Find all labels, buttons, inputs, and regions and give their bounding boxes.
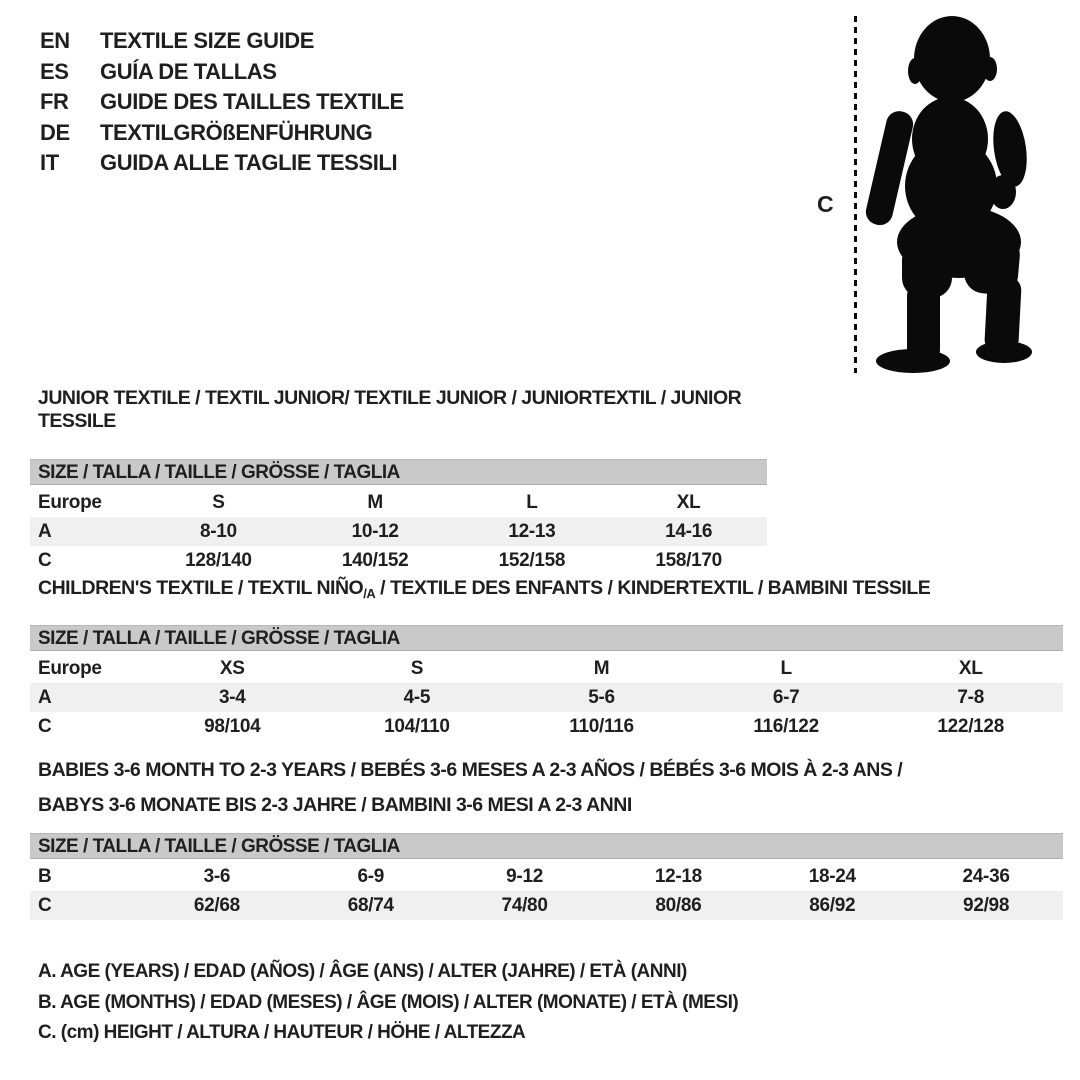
table-cell: 24-36 bbox=[962, 866, 1010, 887]
language-row bbox=[40, 26, 404, 57]
language-code: ES bbox=[40, 58, 69, 84]
table-cell: L bbox=[780, 658, 792, 679]
title-segment: / TEXTILE DES ENFANTS / KINDERTEXTIL / BAMBINI TESSILE bbox=[375, 577, 931, 599]
row-label: B bbox=[38, 866, 52, 887]
section-babies bbox=[30, 753, 1063, 920]
title-segment: BABIES 3-6 MONTH TO 2-3 YEARS / BEBÉS 3-6 MESES A 2-3 AÑOS / BÉBÉS 3-6 MOIS À 2-3 ANS / bbox=[38, 759, 903, 781]
section-title-babies bbox=[30, 753, 1063, 823]
row-label: Europe bbox=[38, 658, 102, 679]
table-cell: L bbox=[526, 492, 538, 513]
footnote: A. AGE (YEARS) / EDAD (AÑOS) / ÂGE (ANS) / ALTER (JAHRE) / ETÀ (ANNI) bbox=[38, 961, 687, 982]
language-row bbox=[40, 87, 404, 118]
table-header-band: SIZE / TALLA / TAILLE / GRÖSSE / TAGLIA bbox=[30, 833, 1063, 859]
section-title-junior bbox=[30, 387, 767, 433]
table-cell: XS bbox=[219, 658, 245, 679]
row-label: C bbox=[38, 550, 52, 571]
table-cell: 92/98 bbox=[963, 895, 1010, 916]
language-title: TEXTILGRÖßENFÜHRUNG bbox=[100, 119, 373, 145]
size-table-babies bbox=[30, 833, 1063, 920]
table-cell: 4-5 bbox=[403, 687, 431, 708]
row-label: Europe bbox=[38, 492, 102, 513]
row-label: A bbox=[38, 521, 52, 542]
table-cell: 12-18 bbox=[654, 866, 702, 887]
section-junior bbox=[30, 387, 767, 575]
language-row bbox=[40, 118, 404, 149]
row-label: C bbox=[38, 716, 52, 737]
table-cell: XL bbox=[676, 492, 701, 513]
section-title-line bbox=[38, 387, 767, 433]
row-label: C bbox=[38, 895, 52, 916]
language-title: GUIDA ALLE TAGLIE TESSILI bbox=[100, 150, 398, 176]
table-header-band: SIZE / TALLA / TAILLE / GRÖSSE / TAGLIA bbox=[30, 459, 767, 485]
table-cell: S bbox=[410, 658, 424, 679]
table-cell: 6-7 bbox=[772, 687, 800, 708]
language-code: FR bbox=[40, 89, 69, 115]
section-title-line bbox=[38, 577, 1063, 605]
language-title: GUIDE DES TAILLES TEXTILE bbox=[100, 89, 404, 115]
table-cell: 116/122 bbox=[753, 716, 819, 737]
table-cell: 152/158 bbox=[498, 550, 566, 571]
table-cell: M bbox=[367, 492, 383, 513]
row-label: A bbox=[38, 687, 52, 708]
section-title-line bbox=[38, 788, 1063, 823]
table-cell: 7-8 bbox=[957, 687, 984, 708]
height-measure-line bbox=[854, 16, 857, 373]
table-cell: 80/86 bbox=[655, 895, 702, 916]
table-row bbox=[30, 546, 767, 575]
table-row bbox=[30, 891, 1063, 920]
title-segment: JUNIOR TEXTILE / TEXTIL JUNIOR/ TEXTILE JUNIOR / JUNIORTEXTIL / JUNIOR TESSILE bbox=[38, 387, 742, 432]
table-cell: 6-9 bbox=[357, 866, 385, 887]
footnotes bbox=[38, 957, 738, 1049]
table-cell: 140/152 bbox=[341, 550, 409, 571]
toddler-silhouette bbox=[862, 14, 1040, 376]
toddler-silhouette-shapes bbox=[863, 16, 1032, 373]
footnote: C. (cm) HEIGHT / ALTURA / HAUTEUR / HÖHE / ALTEZZA bbox=[38, 1022, 526, 1043]
table-cell: 9-12 bbox=[506, 866, 543, 887]
language-code: IT bbox=[40, 150, 59, 176]
table-cell: 8-10 bbox=[199, 521, 237, 542]
language-title: GUÍA DE TALLAS bbox=[100, 58, 277, 84]
title-segment: /A bbox=[363, 586, 376, 601]
table-row bbox=[30, 712, 1063, 741]
language-row bbox=[40, 57, 404, 88]
table-cell: 3-4 bbox=[219, 687, 246, 708]
table-cell: M bbox=[593, 658, 610, 679]
table-cell: 74/80 bbox=[501, 895, 548, 916]
section-title-line bbox=[38, 753, 1063, 788]
table-cell: 104/110 bbox=[384, 716, 450, 737]
language-title: TEXTILE SIZE GUIDE bbox=[100, 28, 315, 53]
footnote: B. AGE (MONTHS) / EDAD (MESES) / ÂGE (MOIS) / ALTER (MONATE) / ETÀ (MESI) bbox=[38, 991, 739, 1013]
table-header-band: SIZE / TALLA / TAILLE / GRÖSSE / TAGLIA bbox=[30, 625, 1063, 651]
table-cell: 158/170 bbox=[655, 550, 722, 571]
title-segment: BABYS 3-6 MONATE BIS 2-3 JAHRE / BAMBINI 3-6 MESI A 2-3 ANNI bbox=[38, 794, 632, 816]
table-cell: 10-12 bbox=[351, 521, 399, 542]
table-cell: 14-16 bbox=[665, 521, 713, 542]
table-cell: 110/116 bbox=[569, 716, 634, 737]
language-code: EN bbox=[40, 28, 70, 53]
table-row bbox=[30, 654, 1063, 683]
table-cell: 122/128 bbox=[937, 716, 1004, 737]
title-segment: CHILDREN'S TEXTILE / TEXTIL NIÑO bbox=[38, 577, 364, 599]
table-cell: 128/140 bbox=[185, 550, 252, 571]
size-table-children bbox=[30, 625, 1063, 741]
table-cell: XL bbox=[958, 658, 983, 679]
height-measure-label: C bbox=[817, 191, 834, 217]
language-list bbox=[40, 26, 404, 179]
section-children bbox=[30, 577, 1063, 741]
table-row bbox=[30, 862, 1063, 891]
table-cell: 98/104 bbox=[204, 716, 261, 737]
table-cell: 3-6 bbox=[203, 866, 231, 887]
table-row bbox=[30, 517, 767, 546]
table-cell: 18-24 bbox=[808, 866, 856, 887]
language-code: DE bbox=[40, 119, 70, 145]
table-row bbox=[30, 488, 767, 517]
table-cell: 12-13 bbox=[508, 521, 556, 542]
size-table-junior bbox=[30, 459, 767, 575]
table-row bbox=[30, 683, 1063, 712]
section-title-children bbox=[30, 577, 1063, 605]
table-cell: 62/68 bbox=[193, 895, 240, 916]
language-row bbox=[40, 148, 404, 179]
table-cell: 68/74 bbox=[347, 895, 394, 916]
table-cell: S bbox=[212, 492, 225, 513]
table-cell: 5-6 bbox=[588, 687, 615, 708]
table-cell: 86/92 bbox=[809, 895, 856, 916]
